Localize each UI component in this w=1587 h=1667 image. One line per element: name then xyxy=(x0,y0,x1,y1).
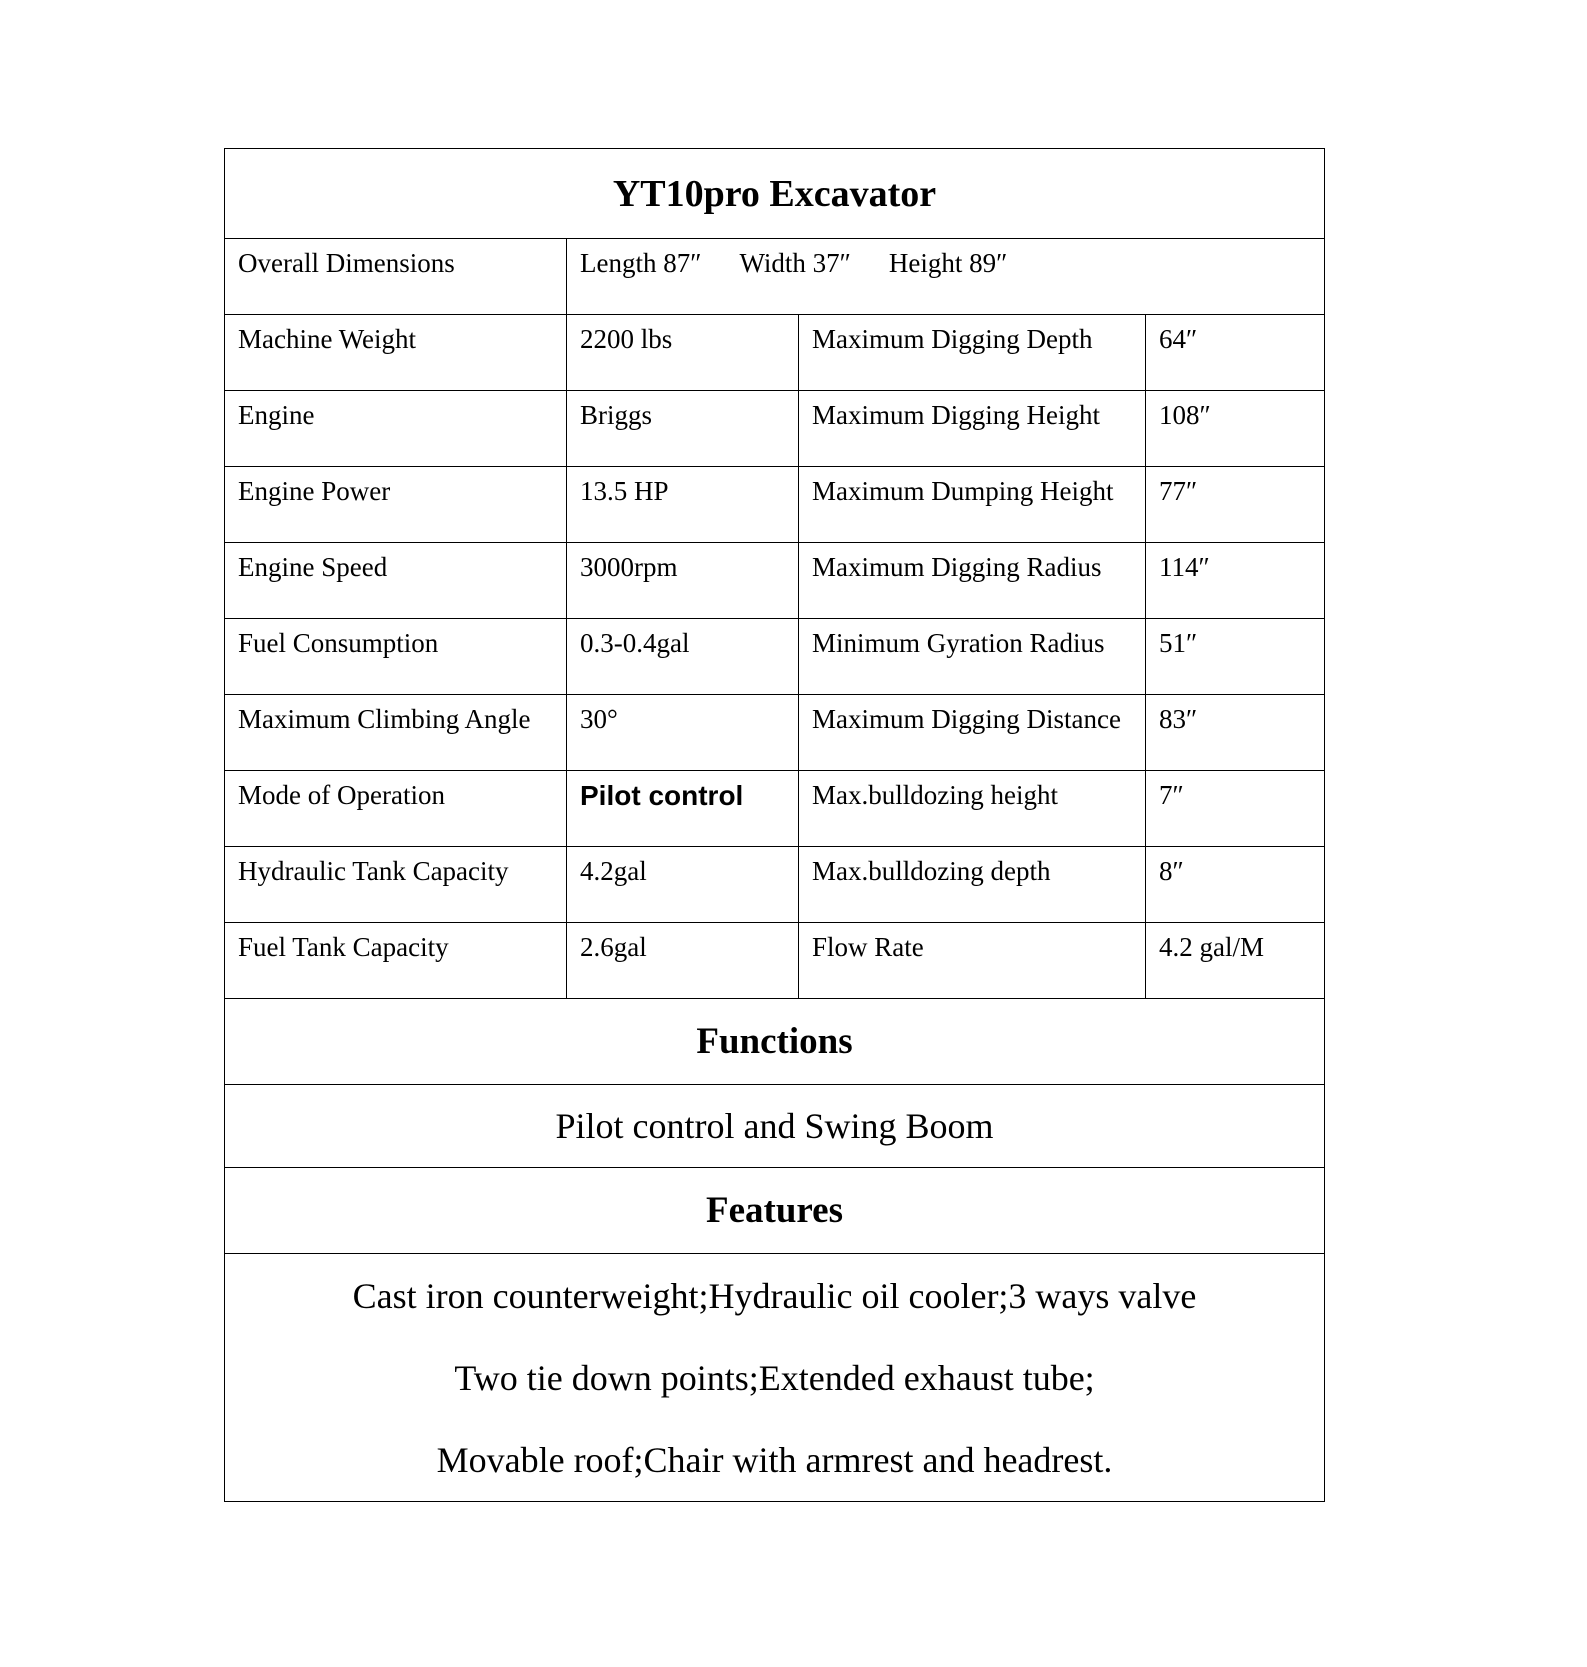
spec-value: 3000rpm xyxy=(566,543,798,618)
spec-label: Max.bulldozing height xyxy=(798,771,1145,846)
table-row xyxy=(225,618,1324,694)
spec-value: 108″ xyxy=(1145,391,1324,466)
features-row xyxy=(225,1253,1324,1501)
table-row xyxy=(225,390,1324,466)
spec-label: Fuel Tank Capacity xyxy=(238,932,449,962)
table-row xyxy=(225,770,1324,846)
spec-value: 4.2 gal/M xyxy=(1145,923,1324,998)
table-row xyxy=(225,694,1324,770)
spec-label: Maximum Climbing Angle xyxy=(238,704,531,734)
page-title: YT10pro Excavator xyxy=(612,172,937,215)
spec-value: Briggs xyxy=(566,391,798,466)
dimensions-values xyxy=(566,239,1324,314)
spec-label: Maximum Digging Height xyxy=(798,391,1145,466)
dimension-length: Length 87″ xyxy=(580,248,702,278)
functions-heading-row xyxy=(225,998,1324,1084)
spec-label: Engine xyxy=(238,400,315,430)
spec-value: 77″ xyxy=(1145,467,1324,542)
spec-value: 64″ xyxy=(1145,315,1324,390)
title-row xyxy=(225,149,1324,238)
spec-value: 30° xyxy=(566,695,798,770)
spec-label: Maximum Digging Depth xyxy=(798,315,1145,390)
functions-row xyxy=(225,1084,1324,1167)
spec-label: Maximum Digging Radius xyxy=(798,543,1145,618)
table-row xyxy=(225,846,1324,922)
spec-label: Max.bulldozing depth xyxy=(798,847,1145,922)
dimension-width: Width 37″ xyxy=(739,248,851,278)
feature-line: Two tie down points;Extended exhaust tube; xyxy=(454,1357,1095,1398)
dimensions-label: Overall Dimensions xyxy=(238,248,455,278)
table-row xyxy=(225,314,1324,390)
functions-text: Pilot control and Swing Boom xyxy=(555,1106,994,1146)
spec-label: Maximum Dumping Height xyxy=(798,467,1145,542)
features-heading-row xyxy=(225,1167,1324,1253)
spec-value: 7″ xyxy=(1145,771,1324,846)
spec-value: 2200 lbs xyxy=(566,315,798,390)
dimensions-row xyxy=(225,238,1324,314)
functions-heading: Functions xyxy=(696,1021,853,1062)
spec-value: 0.3-0.4gal xyxy=(566,619,798,694)
spec-label: Fuel Consumption xyxy=(238,628,439,658)
spec-label: Engine Power xyxy=(238,476,391,506)
spec-label: Machine Weight xyxy=(238,324,417,354)
spec-value: 4.2gal xyxy=(566,847,798,922)
features-heading: Features xyxy=(706,1190,843,1231)
spec-label: Hydraulic Tank Capacity xyxy=(238,856,509,886)
dimension-height: Height 89″ xyxy=(888,248,1008,278)
spec-label: Engine Speed xyxy=(238,552,388,582)
table-row xyxy=(225,542,1324,618)
spec-value: 2.6gal xyxy=(566,923,798,998)
spec-value: Pilot control xyxy=(566,771,798,846)
spec-value: 83″ xyxy=(1145,695,1324,770)
spec-label: Minimum Gyration Radius xyxy=(798,619,1145,694)
spec-table xyxy=(224,148,1325,1502)
spec-label: Mode of Operation xyxy=(238,780,445,810)
spec-label: Flow Rate xyxy=(798,923,1145,998)
spec-value: 114″ xyxy=(1145,543,1324,618)
spec-value: 51″ xyxy=(1145,619,1324,694)
feature-line: Movable roof;Chair with armrest and headrest. xyxy=(436,1439,1113,1480)
spec-value: 13.5 HP xyxy=(566,467,798,542)
spec-value: 8″ xyxy=(1145,847,1324,922)
table-row xyxy=(225,922,1324,998)
spec-label: Maximum Digging Distance xyxy=(798,695,1145,770)
feature-line: Cast iron counterweight;Hydraulic oil cooler;3 ways valve xyxy=(352,1275,1197,1316)
table-row xyxy=(225,466,1324,542)
